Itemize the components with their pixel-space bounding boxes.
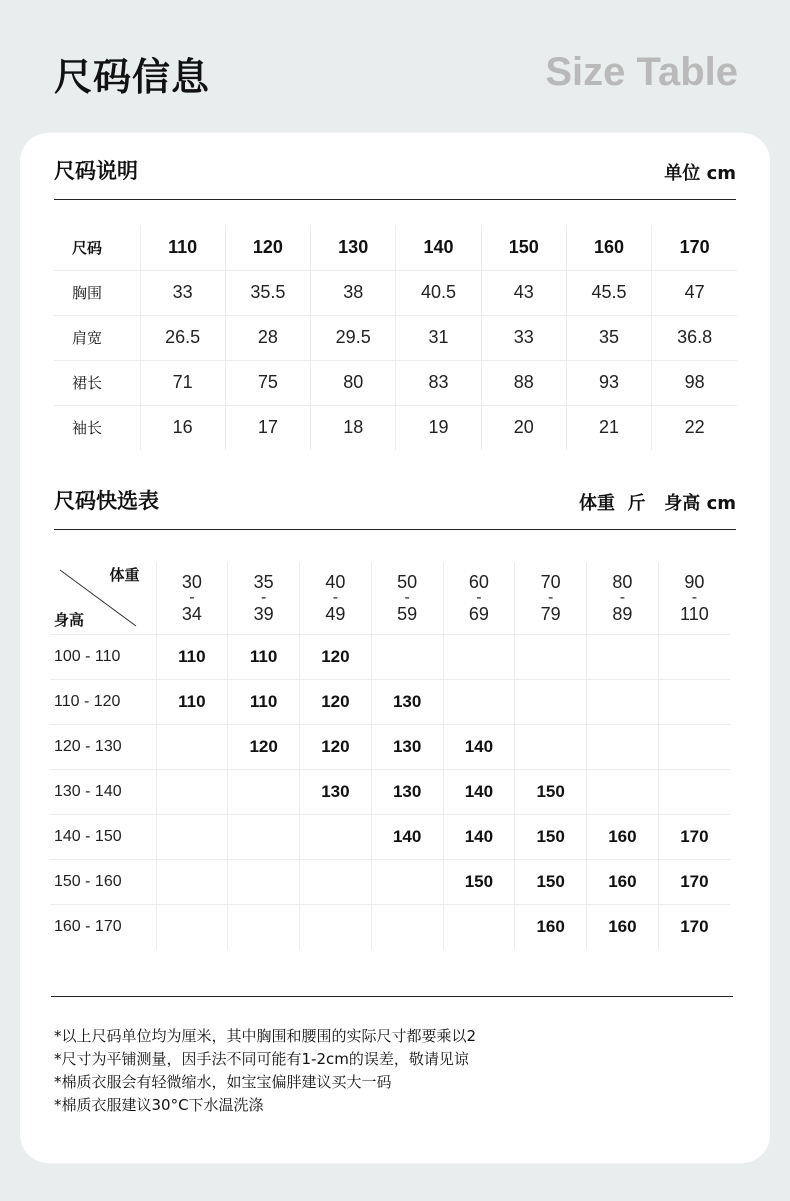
measurement-value: 28	[225, 315, 310, 360]
recommended-size-cell	[156, 769, 228, 814]
weight-range-header	[443, 562, 515, 634]
weight-range-header	[587, 562, 659, 634]
measurement-value: 29.5	[311, 315, 396, 360]
recommended-size-cell	[658, 634, 730, 679]
measurement-label: 胸围	[54, 270, 140, 315]
measurement-value: 35.5	[225, 270, 310, 315]
measurement-value: 43	[481, 270, 566, 315]
recommended-size-cell	[587, 769, 659, 814]
note-line: *以上尺码单位均为厘米，其中胸围和腰围的实际尺寸都要乘以2	[54, 1027, 477, 1045]
recommended-size-cell: 120	[300, 634, 372, 679]
measurement-value: 93	[566, 360, 651, 405]
height-range-label: 150 - 160	[50, 859, 156, 904]
recommended-size-cell: 120	[300, 679, 372, 724]
recommended-size-cell: 120	[228, 724, 300, 769]
measurement-value: 16	[140, 405, 225, 450]
size-spec-row	[54, 405, 737, 450]
recommended-size-cell: 150	[515, 814, 587, 859]
recommended-size-cell: 170	[658, 859, 730, 904]
measurement-value: 20	[481, 405, 566, 450]
recommended-size-cell: 110	[156, 634, 228, 679]
size-spec-title: 尺码说明	[54, 159, 138, 183]
recommended-size-cell	[515, 724, 587, 769]
size-spec-row	[54, 360, 737, 405]
recommended-size-cell	[156, 859, 228, 904]
recommended-size-cell	[371, 859, 443, 904]
weight-range-dash: -	[189, 588, 195, 606]
size-column-header: 150	[481, 225, 566, 270]
measurement-value: 83	[396, 360, 481, 405]
recommended-size-cell: 110	[228, 634, 300, 679]
measurement-value: 26.5	[140, 315, 225, 360]
notes-divider	[51, 996, 733, 997]
recommended-size-cell	[587, 679, 659, 724]
recommended-size-cell: 130	[371, 769, 443, 814]
weight-range-dash: -	[619, 588, 626, 606]
recommended-size-cell	[371, 634, 443, 679]
quick-select-head-row	[50, 562, 730, 634]
weight-range-low: 30	[181, 571, 202, 592]
weight-range-low: 50	[397, 571, 418, 592]
corner-cell	[50, 562, 156, 634]
height-range-label: 100 - 110	[50, 634, 156, 679]
weight-range-high: 69	[468, 603, 489, 624]
recommended-size-cell: 130	[371, 679, 443, 724]
measurement-value: 18	[311, 405, 396, 450]
recommended-size-cell	[228, 814, 300, 859]
quick-select-title: 尺码快选表	[54, 489, 159, 513]
recommended-size-cell	[156, 904, 228, 949]
measurement-value: 17	[225, 405, 310, 450]
weight-range-header	[515, 562, 587, 634]
recommended-size-cell	[228, 904, 300, 949]
height-range-label: 130 - 140	[50, 769, 156, 814]
recommended-size-cell	[587, 724, 659, 769]
page-title-english: Size Table	[545, 50, 738, 94]
recommended-size-cell	[658, 724, 730, 769]
recommended-size-cell	[300, 814, 372, 859]
weight-range-header	[300, 562, 372, 634]
weight-range-dash: -	[260, 588, 267, 606]
size-column-header: 140	[396, 225, 481, 270]
weight-range-header	[371, 562, 443, 634]
weight-range-dash: -	[547, 588, 554, 606]
measurement-value: 98	[652, 360, 737, 405]
measurement-value: 21	[566, 405, 651, 450]
measurement-value: 31	[396, 315, 481, 360]
measurement-value: 75	[225, 360, 310, 405]
recommended-size-cell	[515, 679, 587, 724]
recommended-size-cell: 160	[587, 859, 659, 904]
recommended-size-cell	[658, 769, 730, 814]
weight-range-high: 110	[680, 603, 709, 624]
measurement-value: 88	[481, 360, 566, 405]
size-spec-row	[54, 315, 737, 360]
recommended-size-cell: 140	[371, 814, 443, 859]
measurement-value: 38	[311, 270, 396, 315]
recommended-size-cell: 110	[228, 679, 300, 724]
quick-select-row	[50, 724, 730, 769]
weight-range-header	[156, 562, 228, 634]
corner-weight-label: 体重	[109, 566, 140, 584]
recommended-size-cell	[658, 679, 730, 724]
measurement-label: 肩宽	[54, 315, 140, 360]
height-range-label: 140 - 150	[50, 814, 156, 859]
weight-range-low: 60	[468, 571, 489, 592]
recommended-size-cell	[300, 904, 372, 949]
size-spec-row-header: 尺码	[54, 225, 140, 270]
recommended-size-cell	[443, 679, 515, 724]
quick-select-row	[50, 679, 730, 724]
recommended-size-cell: 150	[443, 859, 515, 904]
recommended-size-cell: 150	[515, 859, 587, 904]
quick-select-row	[50, 634, 730, 679]
quick-select-header	[54, 485, 736, 530]
measurement-value: 22	[652, 405, 737, 450]
notes	[54, 1025, 476, 1117]
measurement-value: 80	[311, 360, 396, 405]
recommended-size-cell	[156, 814, 228, 859]
recommended-size-cell: 140	[443, 724, 515, 769]
quick-select-row	[50, 814, 730, 859]
weight-range-high: 59	[397, 603, 418, 624]
weight-range-dash: -	[691, 588, 698, 606]
measurement-value: 33	[481, 315, 566, 360]
weight-range-high: 79	[540, 603, 561, 624]
quick-select-row	[50, 904, 730, 949]
weight-range-low: 70	[540, 571, 561, 592]
size-spec-head-row	[54, 225, 737, 270]
weight-range-dash: -	[404, 588, 410, 606]
height-range-label: 110 - 120	[50, 679, 156, 724]
measurement-value: 47	[652, 270, 737, 315]
weight-range-header	[658, 562, 730, 634]
recommended-size-cell: 170	[658, 904, 730, 949]
recommended-size-cell: 130	[371, 724, 443, 769]
weight-range-dash: -	[332, 588, 339, 606]
size-card	[20, 133, 770, 1163]
recommended-size-cell	[156, 724, 228, 769]
recommended-size-cell: 140	[443, 769, 515, 814]
recommended-size-cell	[587, 634, 659, 679]
recommended-size-cell: 120	[300, 724, 372, 769]
recommended-size-cell	[515, 634, 587, 679]
measurement-value: 45.5	[566, 270, 651, 315]
weight-range-low: 90	[684, 571, 705, 592]
size-column-header: 130	[311, 225, 396, 270]
corner-height-label: 身高	[54, 610, 85, 629]
recommended-size-cell: 110	[156, 679, 228, 724]
recommended-size-cell	[371, 904, 443, 949]
recommended-size-cell: 170	[658, 814, 730, 859]
measurement-value: 33	[140, 270, 225, 315]
weight-range-high: 34	[181, 603, 202, 624]
recommended-size-cell	[228, 859, 300, 904]
quick-select-row	[50, 859, 730, 904]
recommended-size-cell	[443, 634, 515, 679]
size-spec-table	[54, 225, 737, 450]
size-column-header: 170	[652, 225, 737, 270]
recommended-size-cell	[300, 859, 372, 904]
note-line: *棉质衣服会有轻微缩水，如宝宝偏胖建议买大一码	[54, 1073, 392, 1091]
recommended-size-cell: 130	[300, 769, 372, 814]
recommended-size-cell: 160	[587, 814, 659, 859]
size-column-header: 160	[566, 225, 651, 270]
recommended-size-cell: 160	[587, 904, 659, 949]
size-column-header: 110	[140, 225, 225, 270]
size-spec-header	[54, 155, 736, 200]
size-spec-unit: 单位 cm	[664, 163, 736, 184]
quick-select-unit: 体重 斤 身高 cm	[578, 493, 736, 514]
size-column-header: 120	[225, 225, 310, 270]
page-title: 尺码信息	[54, 55, 211, 99]
measurement-label: 袖长	[72, 419, 103, 438]
quick-select-table	[50, 562, 730, 949]
quick-select-row	[50, 769, 730, 814]
measurement-value: 36.8	[652, 315, 737, 360]
note-line: *棉质衣服建议30°C下水温洗涤	[54, 1096, 264, 1114]
size-spec-row	[54, 270, 737, 315]
height-range-label: 160 - 170	[54, 917, 122, 935]
weight-range-high: 49	[325, 603, 346, 624]
weight-range-low: 80	[612, 571, 633, 592]
measurement-value: 35	[566, 315, 651, 360]
measurement-value: 71	[140, 360, 225, 405]
recommended-size-cell	[443, 904, 515, 949]
weight-range-header	[228, 562, 300, 634]
recommended-size-cell: 140	[443, 814, 515, 859]
recommended-size-cell: 160	[515, 904, 587, 949]
measurement-label: 裙长	[54, 360, 140, 405]
weight-range-dash: -	[476, 588, 482, 606]
recommended-size-cell: 150	[515, 769, 587, 814]
weight-range-low: 40	[325, 571, 346, 592]
weight-range-high: 89	[612, 603, 633, 624]
measurement-value: 40.5	[396, 270, 481, 315]
weight-range-high: 39	[253, 603, 274, 624]
recommended-size-cell	[228, 769, 300, 814]
measurement-value: 19	[396, 405, 481, 450]
note-line: *尺寸为平铺测量，因手法不同可能有1-2cm的误差，敬请见谅	[54, 1050, 469, 1068]
weight-range-low: 35	[253, 571, 274, 592]
height-range-label: 120 - 130	[50, 724, 156, 769]
